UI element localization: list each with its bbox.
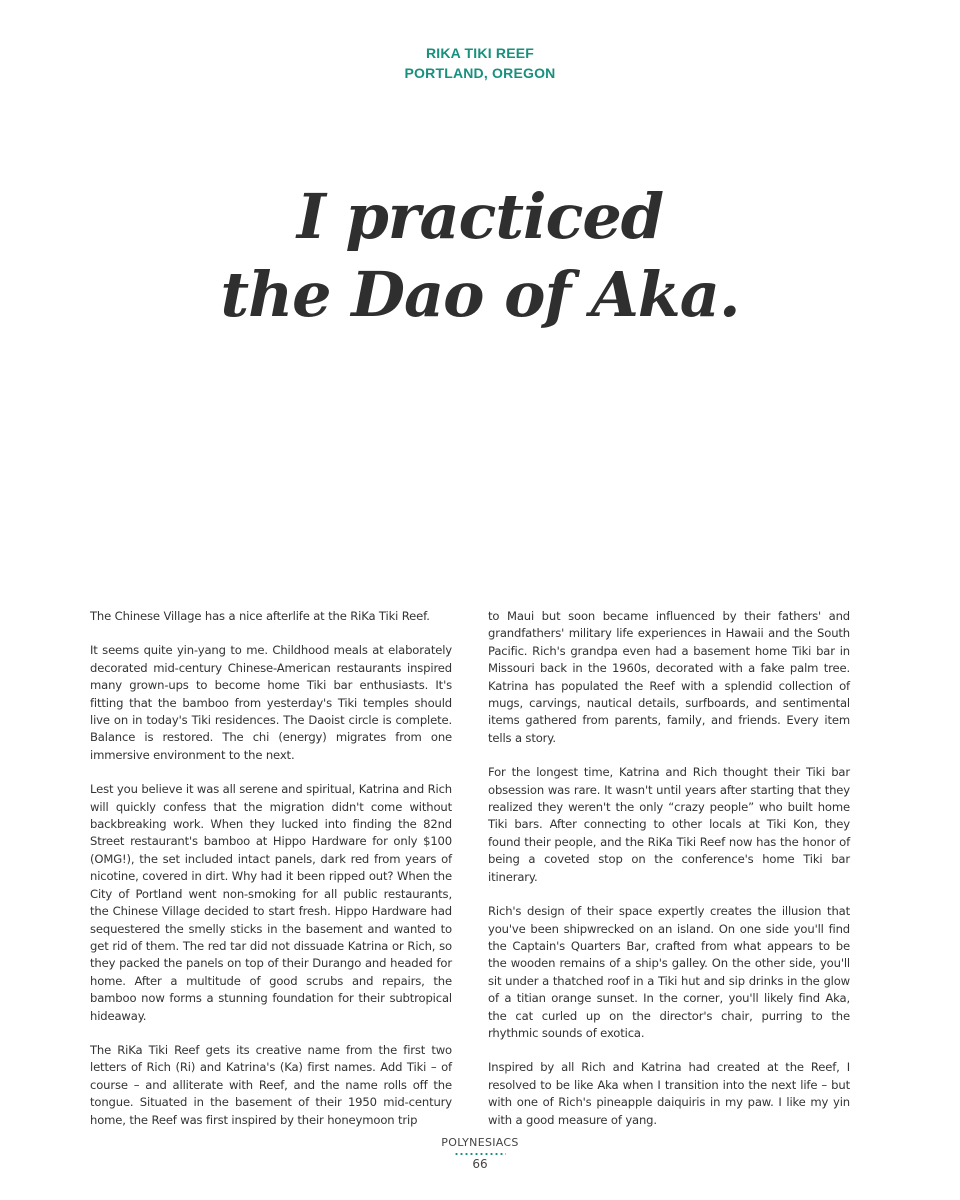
article-headline [0, 178, 960, 334]
paragraph: It seems quite yin-yang to me. Childhood meals at elaborately decorated mid-century Chinese-American restaurants inspired many grown-ups to become home Tiki bar enthusiasts. It's fitting that the bamboo from yesterday's Tiki temples should live on in today's Tiki residences. The Daoist circle is complete. Balance is restored. The chi (energy) migrates from one immersive environment to the next. [90, 643, 452, 762]
venue-location: PORTLAND, OREGON [404, 65, 556, 81]
paragraph: The Chinese Village has a nice afterlife at the RiKa Tiki Reef. [90, 609, 430, 623]
publication-name: POLYNESIACS [441, 1136, 519, 1149]
venue-name: RIKA TIKI REEF [425, 45, 535, 61]
page-footer [0, 1136, 960, 1172]
right-column [488, 608, 850, 1146]
left-column [90, 608, 452, 1146]
paragraph: Inspired by all Rich and Katrina had created at the Reef, I resolved to be like Aka when I transition into the next life – but with one of Rich's pineapple daiquiris in my paw. I like my yin with a good measure of yang. [488, 1060, 850, 1127]
paragraph: Rich's design of their space expertly creates the illusion that you've been shipwrecked on an island. On one side you'll find the Captain's Quarters Bar, crafted from what appears to be the wooden remains of a ship's galley. On the other side, you'll sit under a thatched roof in a Tiki hut and sip drinks in the glow of a titian orange sunset. In the corner, you'll likely find Aka, the cat curled up on the director's chair, purring to the rhythmic sounds of exotica. [488, 904, 850, 1040]
paragraph: The RiKa Tiki Reef gets its creative name from the first two letters of Rich (Ri) and Katrina's (Ka) first names. Add Tiki – of course – and alliterate with Reef, and the name rolls off the tongue. Situated in the basement of their 1950 mid-century home, the Reef was first inspired by their honeymoon trip [90, 1042, 452, 1127]
paragraph: Lest you believe it was all serene and spiritual, Katrina and Rich will quickly confess that the migration didn't come without backbreaking work. When they lucked into finding the 82nd Street restaurant's bamboo at Hippo Hardware for only $100 (OMG!), the set included intact panels, dark red from years of nicotine, covered in dirt. Why had it been ripped out? When the City of Portland went non-smoking for all public restaurants, the Chinese Village decided to start fresh. Hippo Hardware had sequestered the smelly sticks in the basement and wanted to get rid of them. The red tar did not dissuade Katrina or Rich, so they packed the panels on top of their Durango and headed for home. After a multitude of good scrubs and repairs, the bamboo now forms a stunning foundation for their subtropical hideaway. [90, 782, 452, 1023]
page-number: 66 [472, 1157, 488, 1171]
article-body [90, 608, 850, 1146]
paragraph: For the longest time, Katrina and Rich thought their Tiki bar obsession was rare. It wasn't until years after starting that they realized they weren't the only “crazy people” who built home Tiki bars. After connecting to other locals at Tiki Kon, they found their people, and the RiKa Tiki Reef now has the honor of being a coveted stop on the conference's home Tiki bar itinerary. [488, 765, 850, 884]
article-kicker [0, 43, 960, 83]
headline-line-2: the Dao of Aka. [220, 258, 740, 331]
paragraph: to Maui but soon became influenced by their fathers' and grandfathers' military life experiences in Hawaii and the South Pacific. Rich's grandpa even had a basement home Tiki bar in Missouri back in the 1960s, decorated with a fake palm tree. Katrina has populated the Reef with a splendid collection of mugs, carvings, nautical details, surfboards, and sentimental items gathered from parents, family, and friends. Every item tells a story. [488, 609, 850, 745]
dotted-divider [454, 1152, 506, 1156]
headline-line-1: I practiced [296, 180, 664, 253]
